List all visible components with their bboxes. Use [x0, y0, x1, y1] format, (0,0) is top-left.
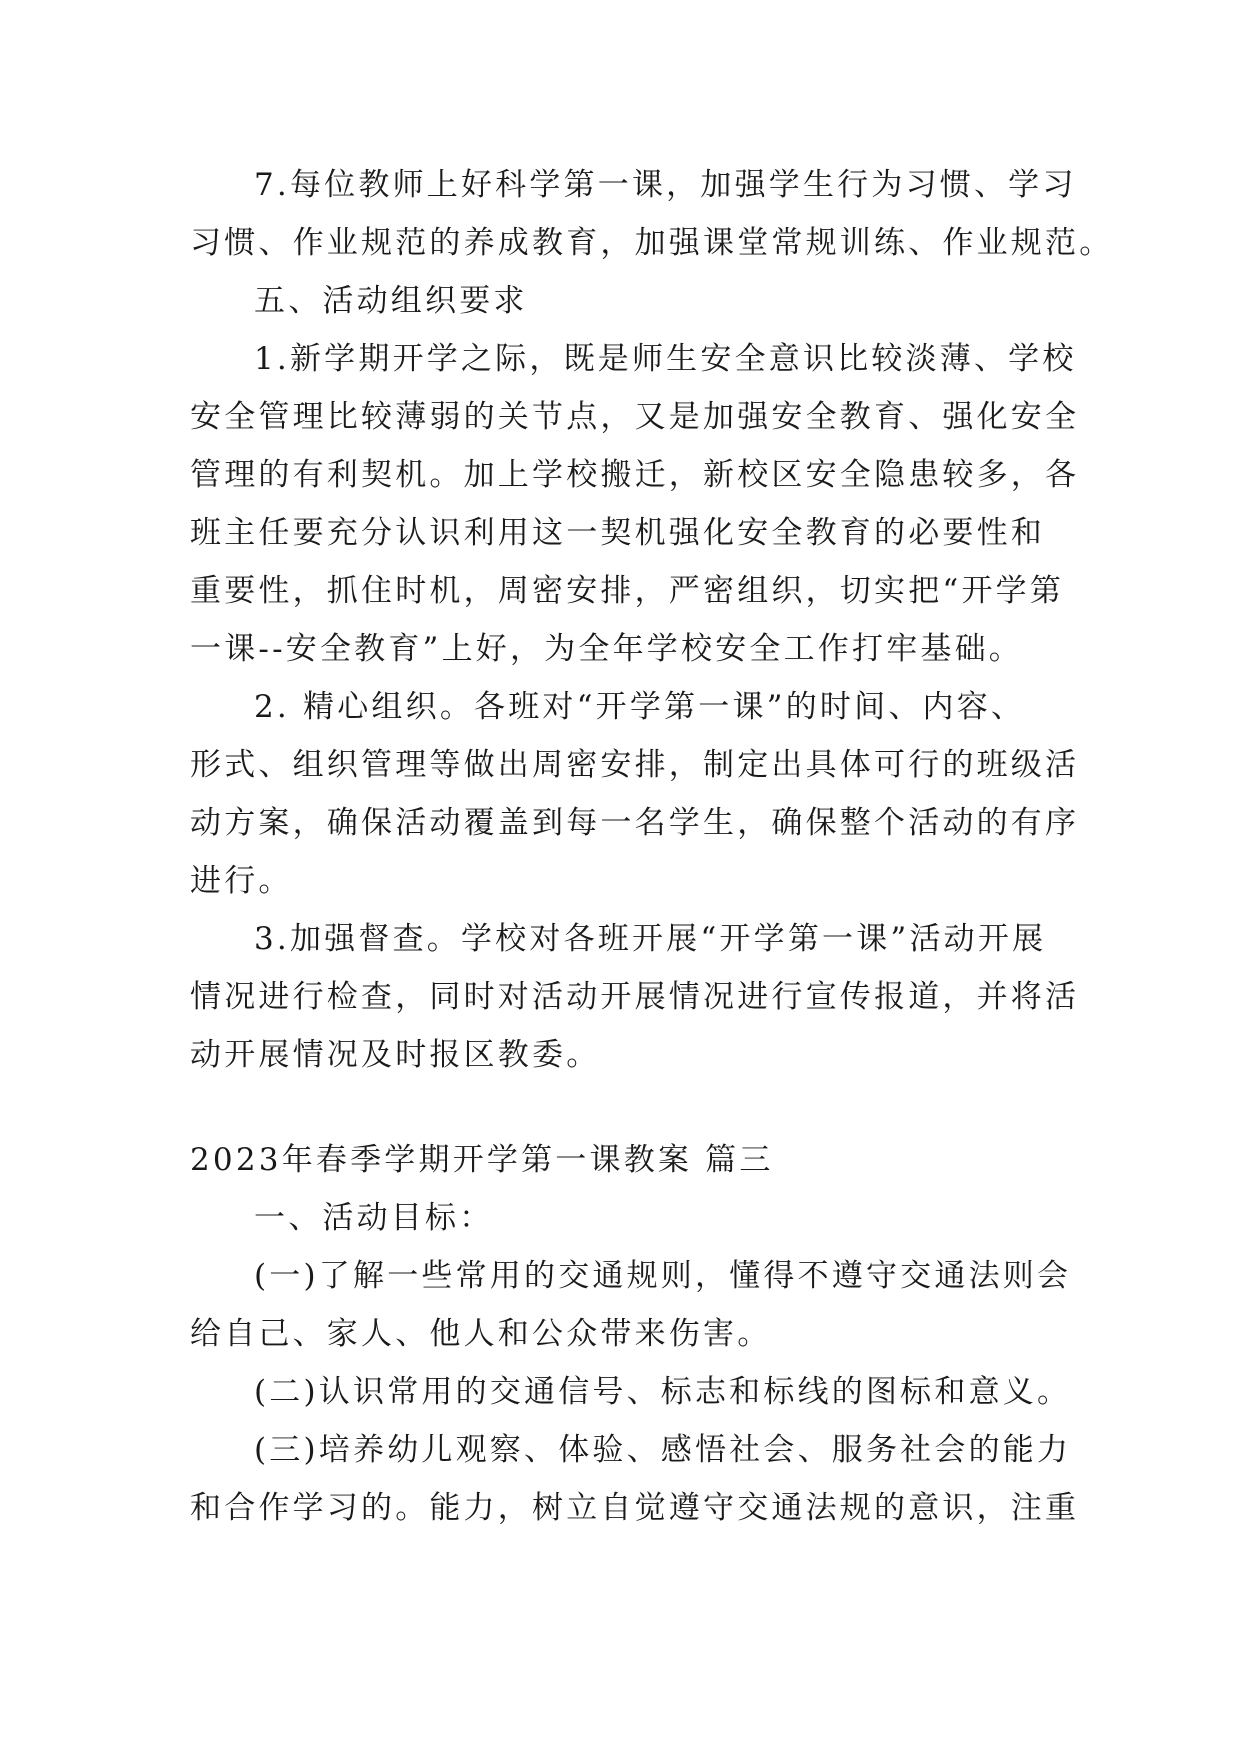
- paragraph-2-line-3: 动方案，确保活动覆盖到每一名学生，确保整个活动的有序: [190, 805, 1080, 841]
- paragraph-1-line-2: 安全管理比较薄弱的关节点，又是加强安全教育、强化安全: [190, 399, 1080, 435]
- goal-3-line-2: 和合作学习的。能力，树立自觉遵守交通法规的意识，注重: [190, 1490, 1080, 1526]
- paragraph-2-line-1: 2. 精心组织。各班对“开学第一课”的时间、内容、: [254, 689, 1026, 725]
- section-title: 2023年春季学期开学第一课教案 篇三: [190, 1142, 774, 1178]
- goal-1-line-2: 给自己、家人、他人和公众带来伤害。: [190, 1316, 772, 1352]
- paragraph-3-line-3: 动开展情况及时报区教委。: [190, 1037, 601, 1073]
- section-heading-five: 五、活动组织要求: [254, 283, 528, 319]
- goal-2-line-1: (二)认识常用的交通信号、标志和标线的图标和意义。: [254, 1374, 1072, 1410]
- paragraph-1-line-6: 一课--安全教育”上好，为全年学校安全工作打牢基础。: [190, 631, 1023, 667]
- goal-3-line-1: (三)培养幼儿观察、体验、感悟社会、服务社会的能力: [254, 1432, 1072, 1468]
- paragraph-7-line-1: 7.每位教师上好科学第一课，加强学生行为习惯、学习: [254, 167, 1077, 203]
- paragraph-1-line-4: 班主任要充分认识利用这一契机强化安全教育的必要性和: [190, 515, 1045, 551]
- paragraph-7-line-2: 习惯、作业规范的养成教育，加强课堂常规训练、作业规范。: [190, 225, 1114, 261]
- paragraph-3-line-2: 情况进行检查，同时对活动开展情况进行宣传报道，并将活: [190, 979, 1080, 1015]
- activity-goals-heading: 一、活动目标：: [254, 1200, 494, 1236]
- paragraph-1-line-1: 1.新学期开学之际，既是师生安全意识比较淡薄、学校: [254, 341, 1077, 377]
- paragraph-2-line-4: 进行。: [190, 863, 293, 899]
- paragraph-2-line-2: 形式、组织管理等做出周密安排，制定出具体可行的班级活: [190, 747, 1080, 783]
- paragraph-1-line-5: 重要性，抓住时机，周密安排，严密组织，切实把“开学第: [190, 573, 1065, 609]
- paragraph-3-line-1: 3.加强督查。学校对各班开展“开学第一课”活动开展: [254, 921, 1047, 957]
- paragraph-1-line-3: 管理的有利契机。加上学校搬迁，新校区安全隐患较多，各: [190, 457, 1080, 493]
- goal-1-line-1: (一)了解一些常用的交通规则，懂得不遵守交通法则会: [254, 1258, 1072, 1294]
